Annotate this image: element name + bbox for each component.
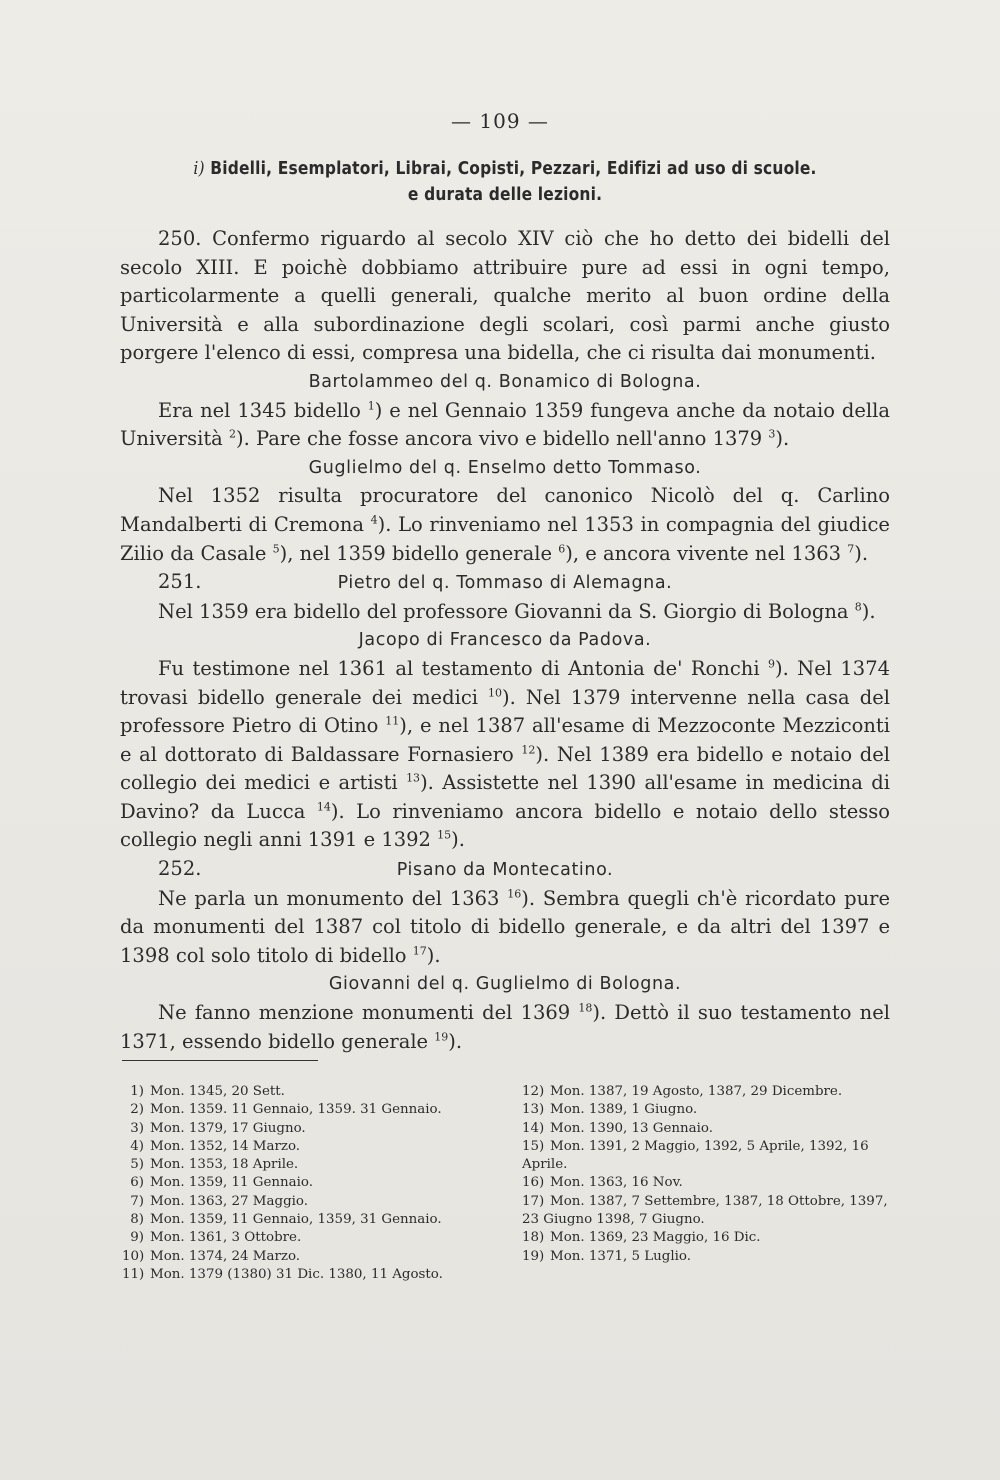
footnote-ref: 17 xyxy=(412,944,427,958)
page-number: — 109 — xyxy=(451,109,549,133)
footnote-ref: 18 xyxy=(578,1001,593,1015)
footnote-ref: 5 xyxy=(272,542,280,556)
footnote: 8) Mon. 1359, 11 Gennaio, 1359, 31 Gennaio. xyxy=(130,1212,442,1228)
footnote-ref: 15 xyxy=(437,828,452,842)
section-title-line2: e durata delle lezioni. xyxy=(407,184,603,205)
footnote-ref: 6 xyxy=(558,542,566,556)
footnote-ref: 10 xyxy=(488,686,503,699)
footnote: 16) Mon. 1363, 16 Nov. xyxy=(522,1175,683,1191)
paragraph-250: 250. Confermo riguardo al secolo XIV ciò che ho detto dei bidelli del secolo XIII. E poichè dobbiamo attribuire pure ad essi in ogni tempo, particolarmente a quelli generali, qualche merito al buon ordine della Università e alla subordinazione degli scolari, così parmi anche giusto porgere l'elenco di essi, compresa una bidella, che ci risulta dai monumenti. xyxy=(120,227,890,365)
footnote: 19) Mon. 1371, 5 Luglio. xyxy=(522,1248,692,1264)
section-marker: i) xyxy=(193,158,205,179)
entry-name-guglielmo: Guglielmo del q. Enselmo detto Tommaso. xyxy=(308,457,702,478)
section-title xyxy=(174,158,836,179)
footnote: 13) Mon. 1389, 1 Giugno. xyxy=(522,1102,698,1118)
footnote-ref: 11 xyxy=(385,714,400,728)
section-number-251: 251. xyxy=(158,570,202,594)
footnote: 6) Mon. 1359, 11 Gennaio. xyxy=(130,1175,314,1191)
footnote: 9) Mon. 1361, 3 Ottobre. xyxy=(130,1230,302,1246)
footnote-ref: 2 xyxy=(229,427,237,441)
footnote: 11) Mon. 1379 (1380) 31 Dic. 1380, 11 Agosto. xyxy=(122,1266,443,1282)
body-text xyxy=(120,225,890,1056)
footnote-ref: 3 xyxy=(768,427,776,441)
footnote-ref: 7 xyxy=(847,542,855,556)
entry-heading-252 xyxy=(120,855,890,885)
footnote: 14) Mon. 1390, 13 Gennaio. xyxy=(522,1120,714,1136)
paragraph-pietro: Nel 1359 era bidello del professore Giovanni da S. Giorgio di Bologna $^8$). xyxy=(158,599,876,623)
paragraph-jacopo: Fu testimone nel 1361 al testamento di Antonia de' Ronchi $^9$). Nel 1374 trovasi bidello generale dei medici $^{10}$). Nel 1379 intervenne nella casa del professore Pietro di Otino $^{11}$), e nel 1387 all'esame di Mezzoconte Mezziconti e al dottorato di Baldassare Fornasiero $^{12}$). Nel 1389 era bidello e notaio del collegio dei medici e artisti $^{13}$). Assistette nel 1390 all'esame in medicina di Davino? da Lucca $^{14}$). Lo rinveniamo ancora bidello e notaio dello stesso collegio negli anni 1391 e 1392 $^{15}$). xyxy=(120,656,891,852)
footnote: 5) Mon. 1353, 18 Aprile. xyxy=(130,1157,299,1173)
footnote: 3) Mon. 1379, 17 Giugno. xyxy=(130,1120,306,1136)
entry-heading-251 xyxy=(120,568,890,598)
footnote: 7) Mon. 1363, 27 Maggio. xyxy=(130,1193,309,1209)
paragraph-pisano: Ne parla un monumento del 1363 $^{16}$). Sembra quegli ch'è ricordato pure da monumenti del 1387 col titolo di bidello generale, e da altri del 1397 e 1398 col solo titolo di bidello $^{17}$). xyxy=(120,886,890,967)
footnote-ref: 4 xyxy=(370,513,378,527)
entry-name-giovanni: Giovanni del q. Guglielmo di Bologna. xyxy=(328,974,682,995)
paragraph-guglielmo: Nel 1352 risulta procuratore del canonico Nicolò del q. Carlino Mandalberti di Cremona $^4$). Lo rinveniamo nel 1353 in compagnia del giudice Zilio da Casale $^5$), nel 1359 bidello generale $^6$), e ancora vivente nel 1363 $^7$). xyxy=(120,484,890,565)
footnote: 12) Mon. 1387, 19 Agosto, 1387, 29 Dicembre. xyxy=(522,1084,843,1099)
footnote-ref: 16 xyxy=(507,887,522,901)
footnote-ref: 14 xyxy=(316,800,331,814)
footnote: 18) Mon. 1369, 23 Maggio, 16 Dic. xyxy=(522,1230,761,1246)
section-title-line1: Bidelli, Esemplatori, Librai, Copisti, Pezzari, Edifizi ad uso di scuole. xyxy=(210,158,817,179)
footnote-ref: 1 xyxy=(367,399,375,413)
footnote: 10) Mon. 1374, 24 Marzo. xyxy=(122,1248,301,1264)
entry-name-jacopo: Jacopo di Francesco da Padova. xyxy=(358,630,652,651)
footnote: 1) Mon. 1345, 20 Sett. xyxy=(130,1084,285,1099)
footnote-ref: 19 xyxy=(434,1030,449,1044)
footnotes-right-column xyxy=(522,1083,892,1266)
entry-name-pietro: Pietro del q. Tommaso di Alemagna. xyxy=(337,573,673,594)
footnote: 4) Mon. 1352, 14 Marzo. xyxy=(130,1138,301,1154)
footnotes-left-column xyxy=(122,1083,502,1284)
entry-name-bartolammeo: Bartolammeo del q. Bonamico di Bologna. xyxy=(308,371,702,392)
footnote-divider xyxy=(122,1060,318,1061)
section-number-252: 252. xyxy=(158,857,202,881)
footnote-ref: 13 xyxy=(406,771,421,785)
paragraph-bartolammeo: Era nel 1345 bidello $^1$) e nel Gennaio 1359 fungeva anche da notaio della Università $^2$). Pare che fosse ancora vivo e bidello nell'anno 1379 $^3$). xyxy=(120,398,890,451)
entry-name-pisano: Pisano da Montecatino. xyxy=(396,860,614,881)
footnote: 17) Mon. 1387, 7 Settembre, 1387, 18 Ottobre, 1397, 23 Giugno 1398, 7 Giugno. xyxy=(522,1193,888,1228)
footnote: 2) Mon. 1359. 11 Gennaio, 1359. 31 Gennaio. xyxy=(130,1102,442,1118)
footnote-ref: 9 xyxy=(767,657,775,671)
footnote-ref: 8 xyxy=(854,600,862,614)
footnote-ref: 12 xyxy=(521,743,536,757)
footnote: 15) Mon. 1391, 2 Maggio, 1392, 5 Aprile, 1392, 16 Aprile. xyxy=(522,1138,869,1173)
paragraph-giovanni: Ne fanno menzione monumenti del 1369 $^{18}$). Dettò il suo testamento nel 1371, essendo bidello generale $^{19}$). xyxy=(120,1001,890,1053)
